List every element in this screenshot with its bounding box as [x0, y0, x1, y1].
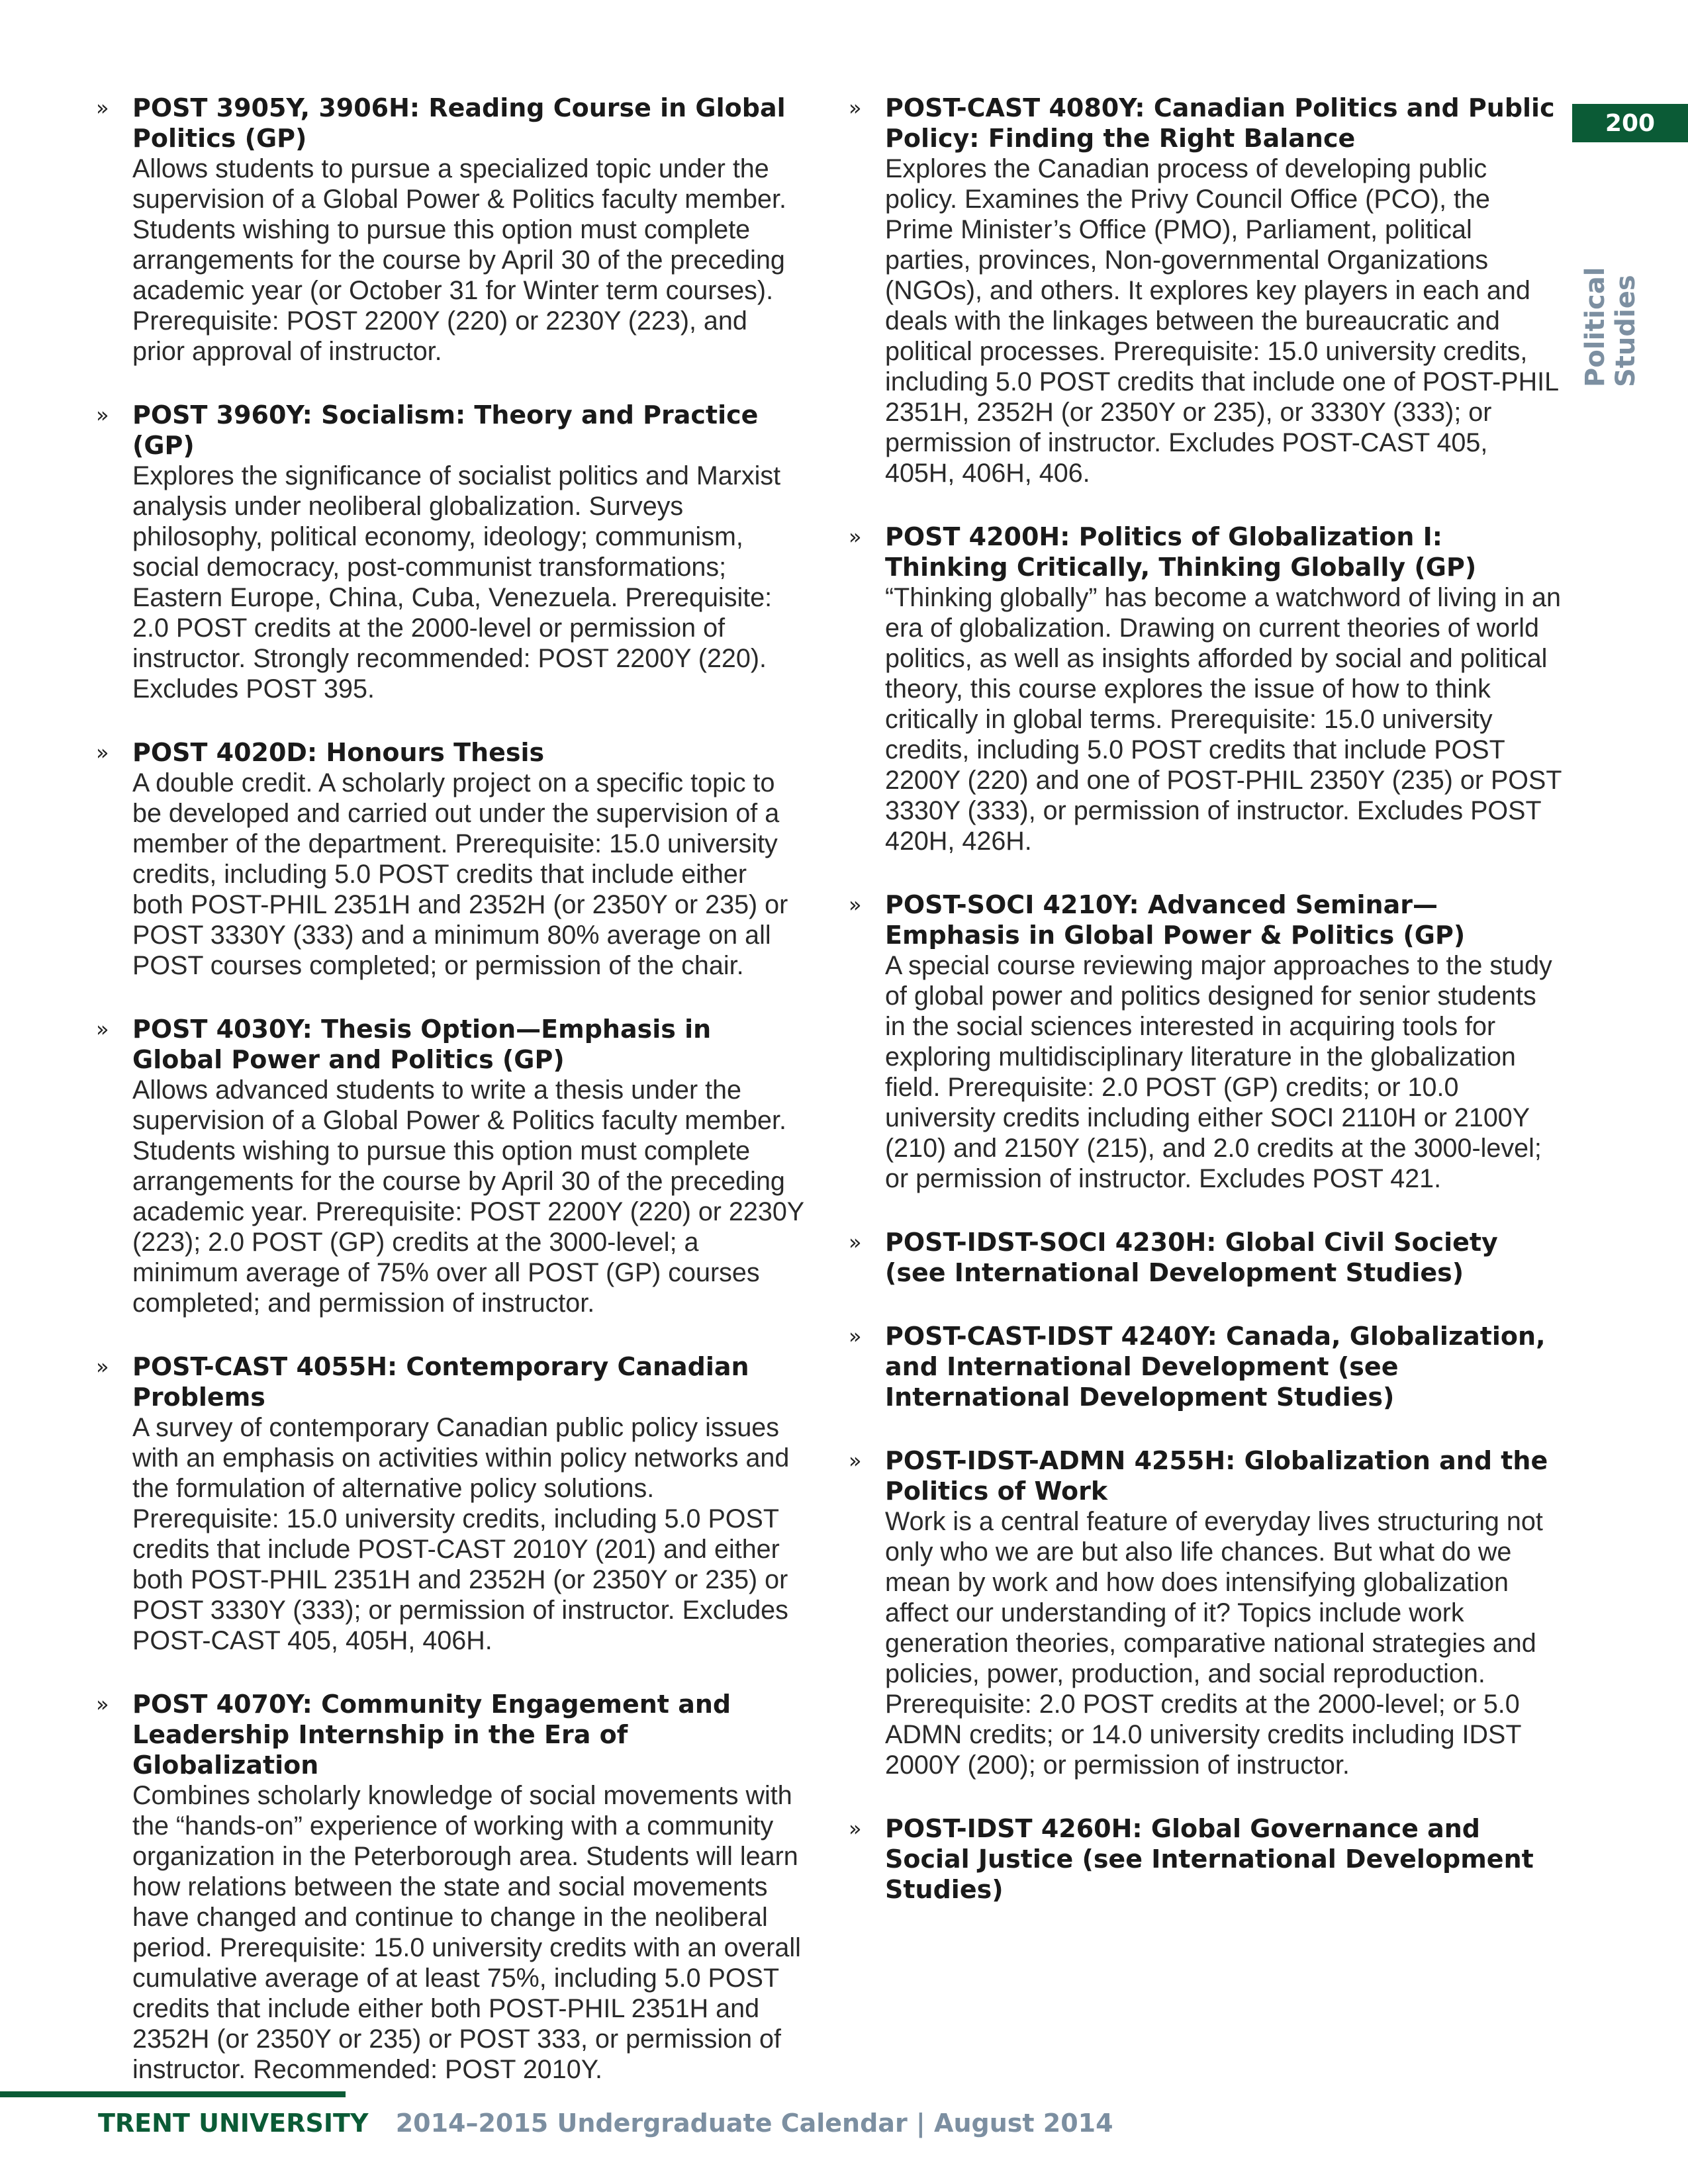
page-number-badge: 200: [1572, 104, 1688, 142]
bullet-marker: »: [96, 402, 109, 428]
course-entry: [96, 400, 804, 704]
course-entry: [849, 1813, 1564, 1905]
course-description: A double credit. A scholarly project on a specific topic to be developed and carried out under the supervision of a member of the department. Prerequisite: 15.0 university credits, including 5.0 POST credits that include either both POST-PHIL 2351H and 2352H (or 2350Y or 235) or POST 3330Y (333) and a minimum 80% average on all POST courses completed; or permission of the chair.: [132, 768, 788, 980]
bullet-marker: »: [849, 892, 862, 917]
course-entry: [849, 93, 1564, 488]
course-title: POST-IDST-SOCI 4230H: Global Civil Society (see International Development Studies): [885, 1228, 1498, 1287]
course-entry: [96, 1351, 804, 1656]
course-entry: [849, 889, 1564, 1194]
course-entry: [849, 1321, 1564, 1412]
course-title: POST-CAST 4055H: Contemporary Canadian Problems: [132, 1352, 749, 1412]
course-entry: [96, 1014, 804, 1318]
course-title: POST 4200H: Politics of Globalization I: Thinking Critically, Thinking Globally (GP): [885, 522, 1477, 582]
bullet-marker: »: [96, 95, 109, 120]
course-title: POST 3960Y: Socialism: Theory and Practice (GP): [132, 400, 759, 460]
course-title: POST-SOCI 4210Y: Advanced Seminar—Emphasis in Global Power & Politics (GP): [885, 890, 1466, 950]
footer-university: TRENT UNIVERSITY: [98, 2109, 369, 2138]
course-description: Allows students to pursue a specialized topic under the supervision of a Global Power & Politics faculty member. Students wishing to pursue this option must complete arrangements for the course by April 30 of the preceding academic year (or October 31 for Winter term courses). Prerequisite: POST 2200Y (220) or 2230Y (223), and prior approval of instructor.: [132, 154, 786, 366]
bullet-marker: »: [849, 1230, 862, 1255]
course-entry: [849, 1445, 1564, 1780]
course-description: A survey of contemporary Canadian public policy issues with an emphasis on activities within policy networks and the formulation of alternative policy solutions. Prerequisite: 15.0 university credits, including 5.0 POST credits that include POST-CAST 2010Y (201) and either both POST-PHIL 2351H and 2352H (or 2350Y or 235) or POST 3330Y (333); or permission of instructor. Excludes POST-CAST 405, 405H, 406H.: [132, 1413, 790, 1655]
footer-calendar: 2014–2015 Undergraduate Calendar | August 2014: [395, 2109, 1113, 2138]
course-description: “Thinking globally” has become a watchword of living in an era of globalization. Drawing on current theories of world politics, as well as insights afforded by social and political theory, this course explores the issue of how to think critically in global terms. Prerequisite: 15.0 university credits, including 5.0 POST credits that include POST 2200Y (220) and one of POST-PHIL 2350Y (235) or POST 3330Y (333), or permission of instructor. Excludes POST 420H, 426H.: [885, 583, 1562, 856]
course-description: A special course reviewing major approaches to the study of global power and politics designed for senior students in the social sciences interested in acquiring tools for exploring multidisciplinary literature in the globalization field. Prerequisite: 2.0 POST (GP) credits; or 10.0 university credits including either SOCI 2110H or 2100Y (210) and 2150Y (215), and 2.0 credits at the 3000-level; or permission of instructor. Excludes POST 421.: [885, 951, 1552, 1193]
left-column: [96, 93, 804, 2118]
course-description: Allows advanced students to write a thesis under the supervision of a Global Power & Politics faculty member. Students wishing to pursue this option must complete arrangements for the course by April 30 of the preceding academic year. Prerequisite: POST 2200Y (220) or 2230Y (223); 2.0 POST (GP) credits at the 3000-level; a minimum average of 75% over all POST (GP) courses completed; and permission of instructor.: [132, 1075, 804, 1318]
bullet-marker: »: [96, 740, 109, 765]
bullet-marker: »: [849, 1324, 862, 1349]
course-description: Work is a central feature of everyday lives structuring not only who we are but also life chances. But what do we mean by work and how does intensifying globalization affect our understanding of it? Topics include work generation theories, comparative national strategies and policies, power, production, and social reproduction. Prerequisite: 2.0 POST credits at the 2000-level; or 5.0 ADMN credits; or 14.0 university credits including IDST 2000Y (200); or permission of instructor.: [885, 1507, 1543, 1780]
bullet-marker: »: [849, 524, 862, 549]
course-title: POST 4030Y: Thesis Option—Emphasis in Global Power and Politics (GP): [132, 1015, 712, 1074]
course-entry: [849, 1227, 1564, 1288]
bullet-marker: »: [96, 1692, 109, 1717]
right-column: [849, 93, 1564, 1938]
bullet-marker: »: [849, 1816, 862, 1841]
course-entry: [849, 522, 1564, 856]
bullet-marker: »: [96, 1017, 109, 1042]
course-description: Explores the Canadian process of developing public policy. Examines the Privy Council Office (PCO), the Prime Minister’s Office (PMO), Parliament, political parties, provinces, Non-governmental Organizations (NGOs), and others. It explores key players in each and deals with the linkages between the bureaucratic and political processes. Prerequisite: 15.0 university credits, including 5.0 POST credits that include one of POST-PHIL 2351H, 2352H (or 2350Y or 235), or 3330Y (333); or permission of instructor. Excludes POST-CAST 405, 405H, 406H, 406.: [885, 154, 1558, 488]
course-title: POST-CAST 4080Y: Canadian Politics and Public Policy: Finding the Right Balance: [885, 93, 1555, 153]
course-title: POST 4070Y: Community Engagement and Leadership Internship in the Era of Globalization: [132, 1690, 731, 1780]
footer-rule: [0, 2091, 346, 2097]
footer: [98, 2109, 1113, 2138]
course-title: POST-IDST-ADMN 4255H: Globalization and the Politics of Work: [885, 1446, 1548, 1506]
course-description: Combines scholarly knowledge of social movements with the “hands-on” experience of working with a community organization in the Peterborough area. Students will learn how relations between the state and social movements have changed and continue to change in the neoliberal period. Prerequisite: 15.0 university credits with an overall cumulative average of at least 75%, including 5.0 POST credits that include either both POST-PHIL 2351H and 2352H (or 2350Y or 235) or POST 333, or permission of instructor. Recommended: POST 2010Y.: [132, 1781, 801, 2084]
course-title: POST 3905Y, 3906H: Reading Course in Global Politics (GP): [132, 93, 786, 153]
bullet-marker: »: [849, 95, 862, 120]
section-side-title: Political Studies: [1580, 267, 1641, 387]
course-description: Explores the significance of socialist politics and Marxist analysis under neoliberal globalization. Surveys philosophy, political economy, ideology; communism, social democracy, post-communist transformations; Eastern Europe, China, Cuba, Venezuela. Prerequisite: 2.0 POST credits at the 2000-level or permission of instructor. Strongly recommended: POST 2200Y (220). Excludes POST 395.: [132, 461, 781, 704]
bullet-marker: »: [96, 1354, 109, 1379]
course-entry: [96, 737, 804, 981]
course-title: POST-IDST 4260H: Global Governance and Social Justice (see International Development Studies): [885, 1814, 1534, 1904]
course-title: POST 4020D: Honours Thesis: [132, 738, 545, 767]
bullet-marker: »: [849, 1448, 862, 1473]
course-entry: [96, 1689, 804, 2085]
course-title: POST-CAST-IDST 4240Y: Canada, Globalization, and International Development (see International Development Studies): [885, 1322, 1546, 1412]
course-entry: [96, 93, 804, 367]
